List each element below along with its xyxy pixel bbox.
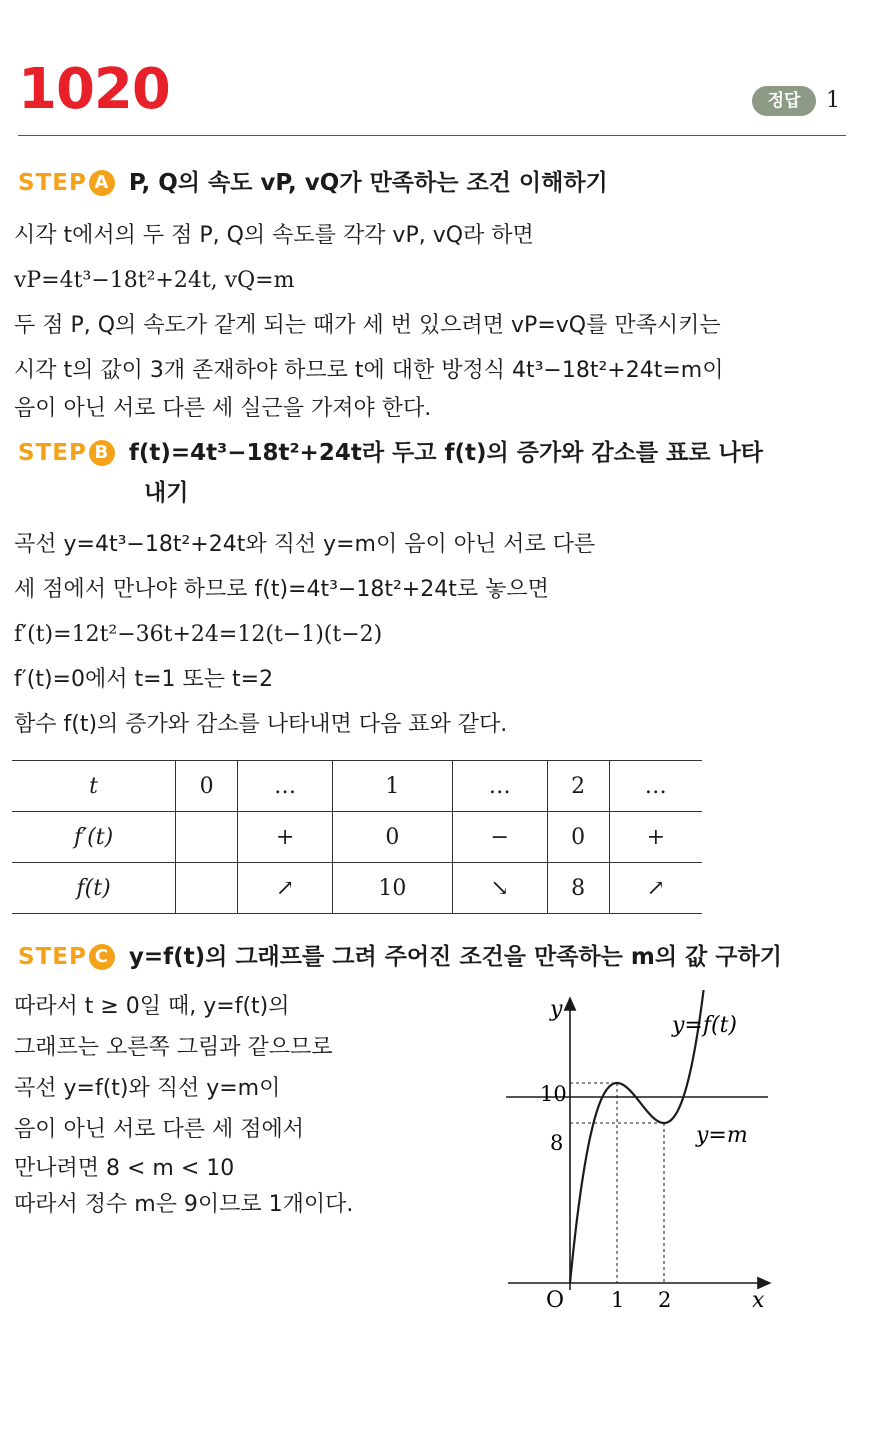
table-cell: 1 (333, 761, 453, 812)
step-b-line-2: 세 점에서 만나야 하므로 f(t)=4t³−18t²+24t로 놓으면 (14, 577, 549, 602)
table-cell: 0 (547, 812, 609, 863)
table-cell: ↗ (609, 863, 702, 914)
step-c-line-1: 따라서 t ≥ 0일 때, y=f(t)의 (14, 994, 290, 1019)
origin-label: O (546, 1288, 565, 1313)
answer-value: 1 (826, 88, 840, 113)
table-cell: + (238, 812, 333, 863)
step-b-title-line-2: 내기 (144, 480, 189, 506)
step-a-line-3: 두 점 P, Q의 속도가 같게 되는 때가 세 번 있으려면 vP=vQ를 만족시키는 (14, 313, 721, 338)
step-b-heading (18, 436, 763, 470)
step-c-line-2: 그래프는 오른쪽 그림과 같으므로 (14, 1035, 333, 1060)
table-cell: … (609, 761, 702, 812)
step-a-line-5: 음이 아닌 서로 다른 세 실근을 가져야 한다. (14, 396, 432, 421)
curve-label: y=f(t) (672, 1013, 738, 1038)
x-axis-label: x (752, 1288, 765, 1313)
table-cell: ↗ (238, 863, 333, 914)
step-a-line-4: 시각 t의 값이 3개 존재하야 하므로 t에 대한 방정식 4t³−18t²+24t=m이 (14, 358, 724, 383)
table-cell: 8 (547, 863, 609, 914)
table-cell: 0 (176, 761, 238, 812)
step-c-line-3: 곡선 y=f(t)와 직선 y=m이 (14, 1076, 281, 1101)
table-cell: ↘ (452, 863, 547, 914)
table-cell: … (452, 761, 547, 812)
function-graph (488, 990, 788, 1320)
line-label: y=m (696, 1123, 748, 1148)
step-c-line-5: 만나려면 8 < m < 10 (14, 1156, 235, 1181)
table-row-function (12, 863, 702, 914)
step-a-line-2: vP=4t³−18t²+24t, vQ=m (14, 268, 295, 293)
x-tick-1: 1 (611, 1288, 625, 1312)
step-b-letter: B (89, 440, 115, 466)
step-b-title-line-1: f(t)=4t³−18t²+24t라 두고 f(t)의 증가와 감소를 표로 나타 (128, 440, 763, 466)
step-b-line-3: f′(t)=12t²−36t+24=12(t−1)(t−2) (14, 622, 383, 647)
step-c-tag: STEP C (18, 944, 115, 970)
step-c-heading (18, 940, 782, 974)
table-cell (176, 863, 238, 914)
table-cell: − (452, 812, 547, 863)
x-tick-2: 2 (658, 1288, 672, 1312)
table-cell: f(t) (76, 875, 111, 901)
step-b-line-5: 함수 f(t)의 증가와 감소를 나타내면 다음 표와 같다. (14, 712, 508, 737)
step-c-line-4: 음이 아닌 서로 다른 세 점에서 (14, 1117, 304, 1142)
step-a-heading (18, 166, 608, 200)
table-cell: … (238, 761, 333, 812)
step-b-line-1: 곡선 y=4t³−18t²+24t와 직선 y=m이 음이 아닌 서로 다른 (14, 532, 596, 557)
table-cell: + (609, 812, 702, 863)
table-cell: 0 (333, 812, 453, 863)
y-tick-8: 8 (550, 1131, 564, 1155)
step-a-title: P, Q의 속도 vP, vQ가 만족하는 조건 이해하기 (128, 170, 608, 196)
answer-badge: 정답 (752, 86, 816, 116)
problem-number: 1020 (18, 57, 170, 122)
table-row-derivative (12, 812, 702, 863)
table-row-t (12, 761, 702, 812)
y-tick-10: 10 (540, 1082, 567, 1106)
step-c-letter: C (89, 944, 115, 970)
variation-table (12, 760, 702, 914)
table-cell: 10 (333, 863, 453, 914)
step-c-title: y=f(t)의 그래프를 그려 주어진 조건을 만족하는 m의 값 구하기 (128, 944, 782, 970)
table-cell: f′(t) (74, 824, 114, 850)
step-b-line-4: f′(t)=0에서 t=1 또는 t=2 (14, 667, 274, 692)
header-divider (18, 135, 846, 136)
table-cell (176, 812, 238, 863)
step-c-line-6: 따라서 정수 m은 9이므로 1개이다. (14, 1192, 354, 1217)
y-axis-label: y (550, 997, 563, 1022)
table-cell: t (89, 773, 99, 799)
step-b-tag: STEP B (18, 440, 115, 466)
step-a-tag: STEP A (18, 170, 115, 196)
step-a-letter: A (89, 170, 115, 196)
table-cell: 2 (547, 761, 609, 812)
step-a-line-1: 시각 t에서의 두 점 P, Q의 속도를 각각 vP, vQ라 하면 (14, 223, 534, 248)
